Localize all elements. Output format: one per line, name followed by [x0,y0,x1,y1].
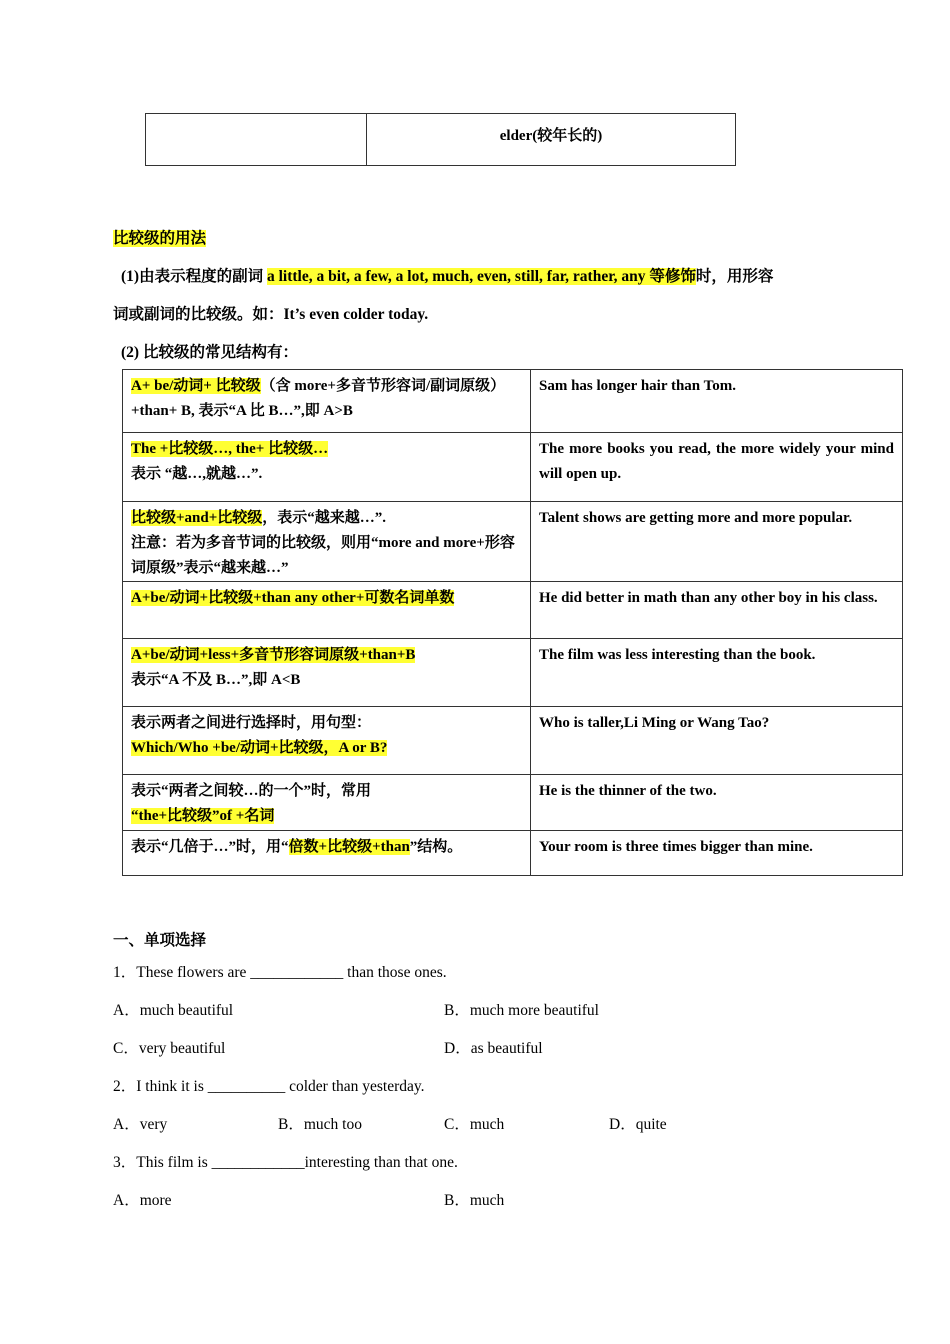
question-1-option-b: B．much more beautiful [444,1002,599,1019]
top-table-cell-right: elder(较年长的) [367,114,736,166]
example-cell: Your room is three times bigger than mine. [531,831,903,876]
question-2-option-c: C．much [444,1116,505,1133]
example-cell: He did better in math than any other boy in his class. [531,582,903,639]
section-title: 比较级的用法 [113,230,207,247]
table-row [123,582,903,639]
structure-cell: 比较级+and+比较级，表示“越来越…”. 注意：若为多音节词的比较级，则用“more and more+形容词原级”表示“越来越…” [123,502,531,582]
question-1-option-d: D．as beautiful [444,1040,543,1057]
exercise-title: 一、单项选择 [113,932,207,949]
table-row [123,370,903,433]
table-row [123,502,903,582]
table-row [123,433,903,502]
top-table [145,113,736,166]
structure-cell: 表示“两者之间较…的一个”时，常用 “the+比较级”of +名词 [123,775,531,831]
question-1-option-a: A．much beautiful [113,1002,234,1019]
table-row [123,831,903,876]
structure-cell: A+be/动词+比较级+than any other+可数名词单数 [123,582,531,639]
structure-cell: 表示“几倍于…”时，用“倍数+比较级+than”结构。 [123,831,531,876]
question-3-stem: 3．This film is ____________interesting than that one. [113,1154,458,1171]
question-2-option-a: A．very [113,1116,168,1133]
example-cell: The more books you read, the more widely your mind will open up. [531,433,903,502]
question-1-stem: 1．These flowers are ____________ than those ones. [113,964,447,981]
table-row [123,775,903,831]
usage-point-1: (1)由表示程度的副词 a little, a bit, a few, a lot, much, even, still, far, rather, any 等修饰时，用形容 [121,268,774,285]
question-2-stem: 2．I think it is __________ colder than yesterday. [113,1078,425,1095]
question-2-option-b: B．much too [278,1116,362,1133]
table-row [123,639,903,707]
structure-cell: 表示两者之间进行选择时，用句型： Which/Who +be/动词+比较级，A or B? [123,707,531,775]
example-cell: The film was less interesting than the book. [531,639,903,707]
example-cell: Talent shows are getting more and more popular. [531,502,903,582]
top-table-cell-left [146,114,367,166]
usage-point-1-line2: 词或副词的比较级。如：It’s even colder today. [113,306,429,323]
usage-point-2: (2) 比较级的常见结构有： [121,344,298,361]
example-cell: Sam has longer hair than Tom. [531,370,903,433]
question-1-option-c: C．very beautiful [113,1040,226,1057]
structure-cell: The +比较级…, the+ 比较级… 表示 “越…,就越…”. [123,433,531,502]
structures-table [122,369,903,876]
structure-cell: A+be/动词+less+多音节形容词原级+than+B 表示“A 不及 B…”,即 A<B [123,639,531,707]
table-row [123,707,903,775]
question-2-option-d: D．quite [609,1116,667,1133]
example-cell: He is the thinner of the two. [531,775,903,831]
example-cell: Who is taller,Li Ming or Wang Tao? [531,707,903,775]
question-3-option-a: A．more [113,1192,172,1209]
question-3-option-b: B．much [444,1192,505,1209]
structure-cell: A+ be/动词+ 比较级（含 more+多音节形容词/副词原级）+than+ B, 表示“A 比 B…”,即 A>B [123,370,531,433]
